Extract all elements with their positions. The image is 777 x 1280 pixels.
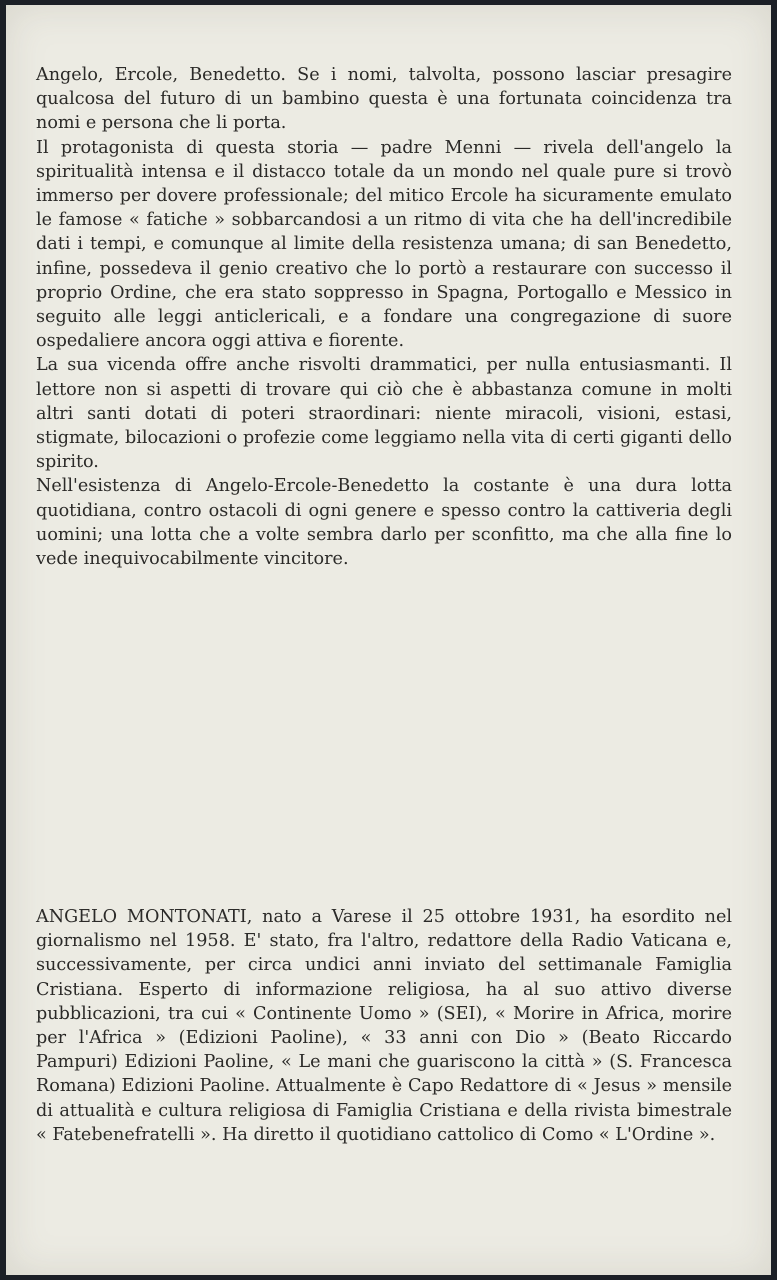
author-bio-paragraph: ANGELO MONTONATI, nato a Varese il 25 ottobre 1931, ha esordito nel giornalismo nel 1958. E' stato, fra l'altro, redattore della Radio Vaticana e, successivamente, per circa undici anni inviato del settimanale Famiglia Cristiana. Esperto di informazione religiosa, ha al suo attivo diverse pubblicazioni, tra cui « Continente Uomo » (SEI), « Morire in Africa, morire per l'Africa » (Edizioni Paoline), « 33 anni con Dio » (Beato Riccardo Pampuri) Edizioni Paoline, « Le mani che guariscono la città » (S. Francesca Romana) Edizioni Paoline. Attualmente è Capo Redattore di « Jesus » mensile di attualità e cultura religiosa di Famiglia Cristiana e della rivista bimestrale « Fatebenefratelli ». Ha diretto il quotidiano cattolico di Como « L'Ordine ». [36,907,732,1145]
blurb-paragraph-4: Nell'esistenza di Angelo-Ercole-Benedetto la costante è una dura lotta quotidiana, contro ostacoli di ogni genere e spesso contro la cattiveria degli uomini; una lotta che a volte sembra darlo per sconfitto, ma che alla fine lo vede inequivocabilmente vincitore. [36,476,732,570]
blurb-paragraph-3: La sua vicenda offre anche risvolti drammatici, per nulla entusiasmanti. Il lettore non si aspetti di trovare qui ciò che è abbastanza comune in molti altri santi dotati di poteri straordinari: niente miracoli, visioni, estasi, stigmate, bilocazioni o profezie come leggiamo nella vita di certi giganti dello spirito. [36,355,732,473]
blurb-paragraph-1: Angelo, Ercole, Benedetto. Se i nomi, talvolta, possono lasciar presagire qualcosa del futuro di un bambino questa è una fortunata coincidenza tra nomi e persona che li porta. [36,65,732,134]
book-back-cover [6,5,771,1275]
blurb-text [36,63,732,571]
blurb-paragraph-2: Il protagonista di questa storia — padre Menni — rivela dell'angelo la spiritualità intensa e il distacco totale da un mondo nel quale pure si trovò immerso per dovere professionale; del mitico Ercole ha sicuramente emulato le famose « fatiche » sobbarcandosi a un ritmo di vita che ha dell'incredibile dati i tempi, e comunque al limite della resistenza umana; di san Benedetto, infine, possedeva il genio creativo che lo portò a restaurare con successo il proprio Ordine, che era stato soppresso in Spagna, Portogallo e Messico in seguito alle leggi anticlericali, e a fondare una congregazione di suore ospedaliere ancora oggi attiva e fiorente. [36,137,732,352]
author-bio [36,905,732,1147]
